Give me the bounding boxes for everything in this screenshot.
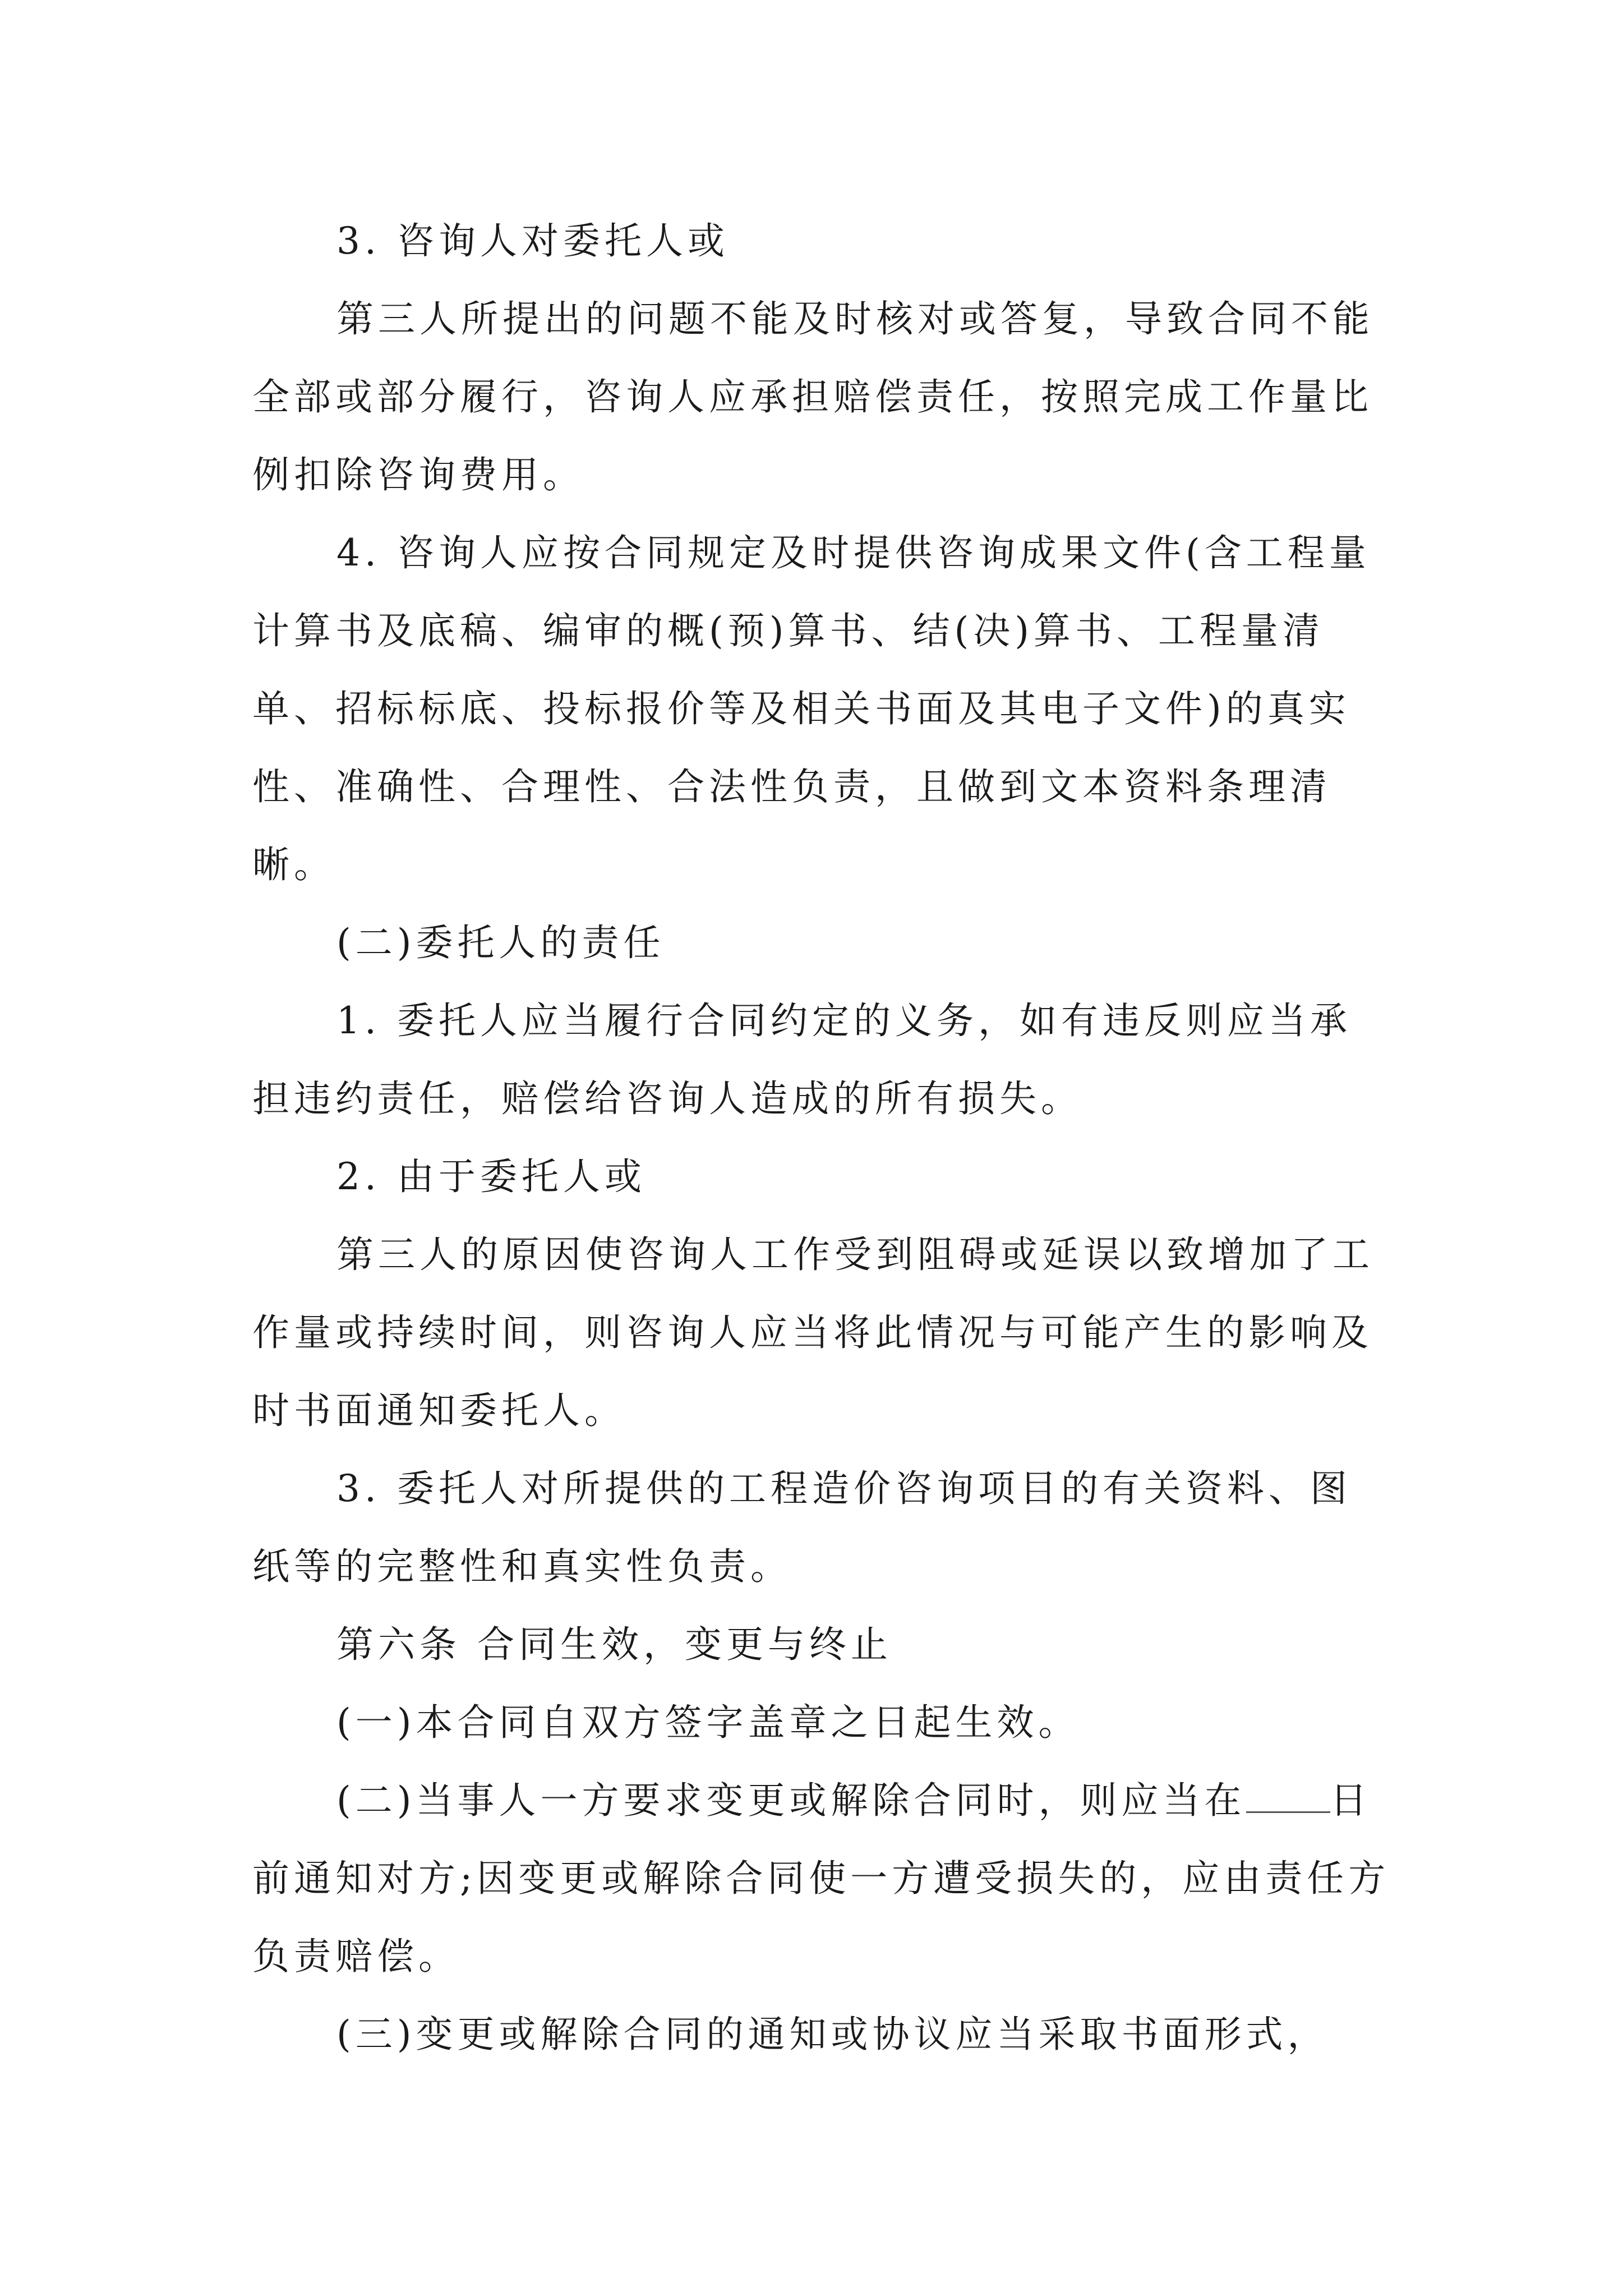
paragraph-effect: (一)本合同自双方签字盖章之日起生效。 xyxy=(336,1701,1080,1744)
paragraph-third-party-consultant: 第三人所提出的问题不能及时核对或答复，导致合同不能全部或部分履行，咨询人应承担赔偿责任，按照完成工作量比例扣除咨询费用。 xyxy=(252,297,1374,496)
paragraph-change-termination-rest: 日前通知对方;因变更或解除合同使一方遭受损失的，应由责任方负责赔偿。 xyxy=(252,1779,1390,1978)
paragraph-consultant-4: 4. 咨询人应按合同规定及时提供咨询成果文件(含工程量计算书及底稿、编审的概(预)算书、结(决)算书、工程量清单、招标标底、投标报价等及相关书面及其电子文件)的真实性、准确性、合理性、合法性负责，且做到文本资料条理清晰。 xyxy=(252,531,1371,886)
paragraph-third-party-client: 第三人的原因使咨询人工作受到阻碍或延误以致增加了工作量或持续时间，则咨询人应当将此情况与可能产生的影响及时书面通知委托人。 xyxy=(252,1233,1374,1432)
paragraph-client-1: 1. 委托人应当履行合同约定的义务，如有违反则应当承担违约责任，赔偿给咨询人造成的所有损失。 xyxy=(252,999,1352,1120)
paragraph-client-2: 2. 由于委托人或 xyxy=(336,1155,646,1198)
paragraph-change-termination xyxy=(252,1761,1391,1995)
paragraph-consultant-3: 3. 咨询人对委托人或 xyxy=(336,219,729,263)
section-heading-client-responsibility: (二)委托人的责任 xyxy=(336,921,665,964)
paragraph-change-termination-lead: (二)当事人一方要求变更或解除合同时，则应当在 xyxy=(336,1779,1246,1822)
paragraph-written-form: (三)变更或解除合同的通知或协议应当采取书面形式， xyxy=(336,2013,1329,2056)
article-heading-six: 第六条 合同生效，变更与终止 xyxy=(336,1623,892,1666)
blank-fill-line xyxy=(1246,1778,1330,1813)
document-page xyxy=(252,202,1391,2073)
paragraph-client-3: 3. 委托人对所提供的工程造价咨询项目的有关资料、图纸等的完整性和真实性负责。 xyxy=(252,1467,1352,1588)
